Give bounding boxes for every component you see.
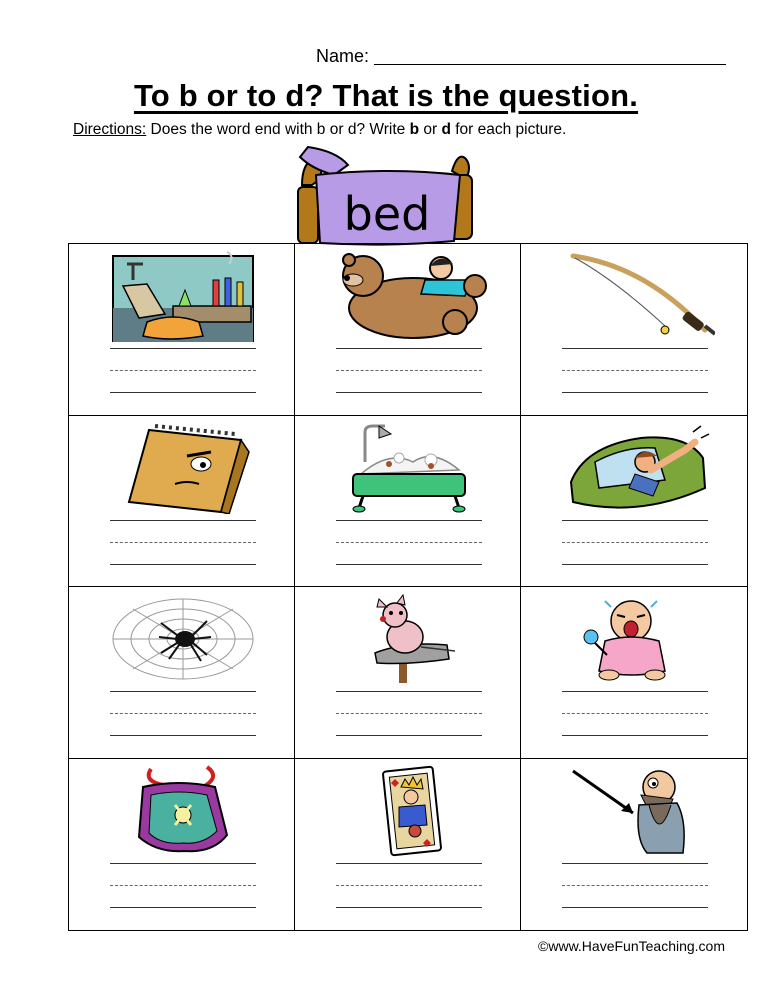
writing-lines[interactable] [110, 348, 256, 393]
answer-cell-notepad [69, 416, 295, 588]
answer-cell-bear [295, 244, 521, 416]
answer-cell-bath [295, 416, 521, 588]
directions-label: Directions: [73, 121, 147, 138]
picture-grid [68, 243, 748, 931]
answer-cell-card [295, 759, 521, 931]
bed-example [290, 145, 480, 250]
writing-lines[interactable] [562, 348, 708, 393]
directions-d: d [441, 121, 451, 138]
rat-icon [329, 593, 489, 685]
writing-lines[interactable] [562, 863, 708, 908]
directions [73, 121, 566, 139]
bear-hug-icon [329, 250, 489, 342]
name-row [0, 46, 772, 70]
copyright-footer: ©www.HaveFunTeaching.com [538, 938, 725, 954]
directions-or: or [419, 121, 442, 138]
writing-lines[interactable] [562, 520, 708, 565]
answer-cell-driver [521, 416, 747, 588]
spider-web-icon [103, 593, 263, 685]
page-title: To b or to d? That is the question. [133, 78, 639, 113]
answer-cell-bib [69, 759, 295, 931]
beard-icon [555, 765, 715, 857]
bed-word: bed [343, 187, 431, 241]
mad-driver-icon [555, 422, 715, 514]
writing-lines[interactable] [336, 691, 482, 736]
writing-lines[interactable] [336, 863, 482, 908]
writing-lines[interactable] [110, 691, 256, 736]
writing-lines[interactable] [336, 348, 482, 393]
fishing-rod-icon [555, 250, 715, 342]
writing-lines[interactable] [562, 691, 708, 736]
notepad-icon [103, 422, 263, 514]
directions-text-1: Does the word end with b or d? Write [146, 121, 410, 138]
name-label: Name: [316, 46, 370, 66]
answer-cell-lab [69, 244, 295, 416]
answer-cell-web [69, 587, 295, 759]
directions-text-2: for each picture. [450, 121, 567, 138]
crying-baby-icon [555, 593, 715, 685]
bib-icon [103, 765, 263, 857]
answer-cell-beard [521, 759, 747, 931]
name-field[interactable] [374, 64, 726, 65]
writing-lines[interactable] [336, 520, 482, 565]
laboratory-icon [103, 250, 263, 342]
answer-cell-rat [295, 587, 521, 759]
writing-lines[interactable] [110, 863, 256, 908]
answer-cell-rod [521, 244, 747, 416]
writing-lines[interactable] [110, 520, 256, 565]
answer-cell-baby [521, 587, 747, 759]
king-card-icon [329, 765, 489, 857]
bubble-bath-icon [329, 422, 489, 514]
directions-b: b [409, 121, 420, 138]
